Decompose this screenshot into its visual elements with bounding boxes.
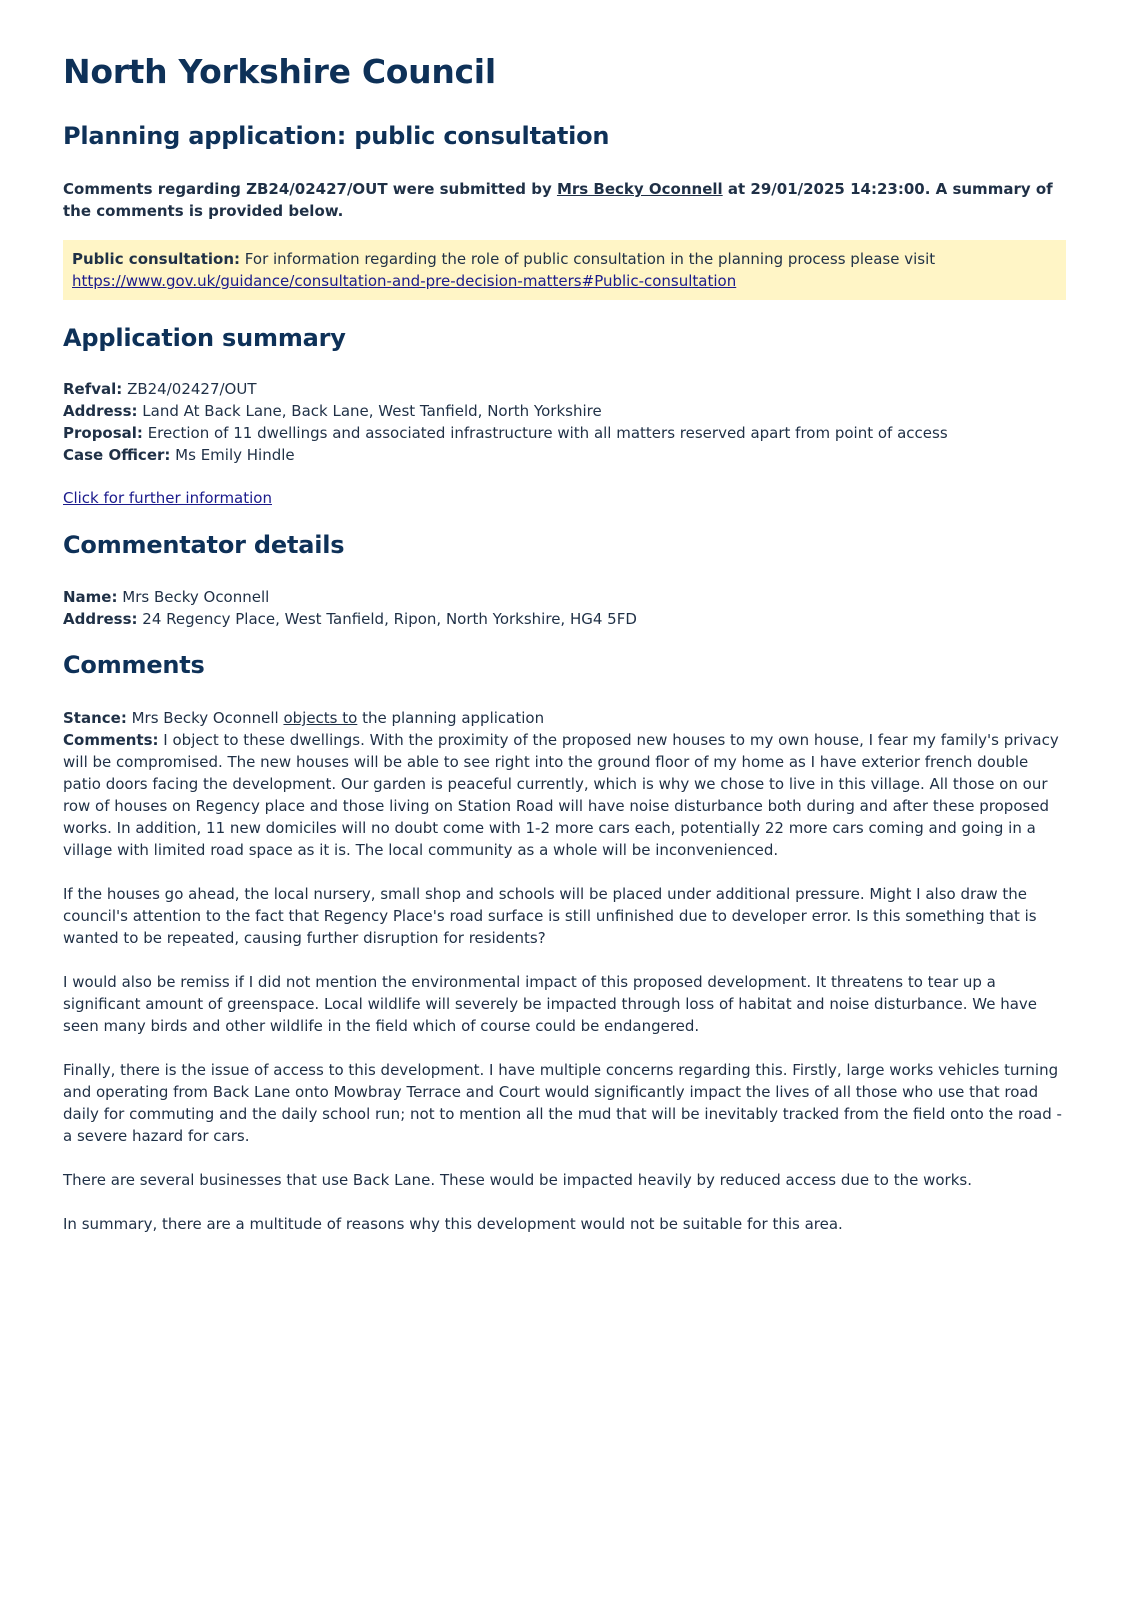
commentator-address-row	[63, 608, 1068, 630]
commentator-name-value: Mrs Becky Oconnell	[117, 588, 270, 606]
page-subtitle: Planning application: public consultation	[63, 122, 610, 150]
comment-paragraph: If the houses go ahead, the local nursery, small shop and schools will be placed under additional pressure. Might I also draw the council's attention to the fact that Regency Place's road surface is still unfinished due to developer error. Is this something that is wanted to be repeated, causing further disruption for residents?	[63, 885, 1037, 947]
case-officer-value: Ms Emily Hindle	[170, 446, 295, 464]
intro-prefix: Comments regarding ZB24/02427/OUT were submitted by	[63, 180, 557, 198]
comments-body	[63, 707, 1068, 1235]
commentator-address-label: Address:	[63, 610, 138, 628]
site-address-label: Address:	[63, 402, 138, 420]
refval-label: Refval:	[63, 380, 123, 398]
further-info-link[interactable]: Click for further information	[63, 489, 272, 507]
callout-label: Public consultation:	[72, 250, 241, 268]
comment-paragraph: There are several businesses that use Back Lane. These would be impacted heavily by reduced access due to the works.	[63, 1171, 972, 1189]
site-address-value: Land At Back Lane, Back Lane, West Tanfield, North Yorkshire	[137, 402, 602, 420]
comment-paragraph: Finally, there is the issue of access to this development. I have multiple concerns regarding this. Firstly, large works vehicles turning and operating from Back Lane onto Mowbray Terrace and Court would significantly impact the lives of all those who use that road daily for commuting and the daily school run; not to mention all the mud that will be inevitably tracked from the field onto the road - a severe hazard for cars.	[63, 1061, 1062, 1145]
comment-text: I object to these dwellings. With the proximity of the proposed new houses to my own house, I fear my family's privacy will be compromised. The new houses will be able to see right into the ground floor of my home as I have exterior french double patio doors facing the development. Our garden is peaceful currently, which is why we chose to live in this village. All those on our row of houses on Regency place and those living on Station Road will have noise disturbance both during and after these proposed works. In addition, 11 new domiciles will no doubt come with 1-2 more cars each, potentially 22 more cars coming and going in a village with limited road space as it is. The local community as a whole will be inconvenienced.	[63, 731, 1059, 859]
comment-paragraph	[63, 729, 1068, 861]
stance-suffix: the planning application	[357, 709, 545, 727]
comment-paragraph: I would also be remiss if I did not mention the environmental impact of this proposed development. It threatens to tear up a significant amount of greenspace. Local wildlife will severely be impacted through loss of habitat and noise disturbance. We have seen many birds and other wildlife in the field which of course could be endangered.	[63, 973, 1038, 1035]
commentator-name-label: Name:	[63, 588, 118, 606]
consultation-guidance-link[interactable]: https://www.gov.uk/guidance/consultation-and-pre-decision-matters#Public-consultation	[72, 272, 737, 290]
commenter-link[interactable]: Mrs Becky Oconnell	[556, 180, 723, 198]
proposal-value: Erection of 11 dwellings and associated infrastructure with all matters reserved apart from point of access	[142, 424, 948, 442]
refval-value: ZB24/02427/OUT	[122, 380, 257, 398]
commentator-address-value: 24 Regency Place, West Tanfield, Ripon, North Yorkshire, HG4 5FD	[137, 610, 637, 628]
callout-text: For information regarding the role of public consultation in the planning process please visit	[240, 250, 936, 268]
stance-label: Stance:	[63, 709, 127, 727]
proposal-label: Proposal:	[63, 424, 143, 442]
stance-prefix: Mrs Becky Oconnell	[126, 709, 284, 727]
comment-paragraph: In summary, there are a multitude of reasons why this development would not be suitable for this area.	[63, 1215, 843, 1233]
stance-link[interactable]: objects to	[283, 709, 358, 727]
intro-statement	[63, 178, 1063, 222]
commentator-heading: Commentator details	[63, 531, 345, 559]
site-address-row	[63, 400, 1068, 422]
case-officer-label: Case Officer:	[63, 446, 171, 464]
commentator-name-row	[63, 586, 1068, 608]
stance-row	[63, 707, 1068, 729]
application-summary-heading: Application summary	[63, 324, 346, 352]
org-title: North Yorkshire Council	[63, 52, 496, 91]
refval-row	[63, 378, 1068, 400]
further-info-row	[63, 487, 1068, 509]
proposal-row	[63, 422, 1068, 444]
public-consultation-callout	[63, 240, 1066, 300]
comments-heading: Comments	[63, 651, 205, 679]
application-summary-details	[63, 378, 1068, 466]
comments-label: Comments:	[63, 731, 159, 749]
intro-suffix: at 29/01/2025 14:23:00. A summary of the comments is provided below.	[63, 180, 1053, 220]
case-officer-row	[63, 444, 1068, 466]
commentator-details	[63, 586, 1068, 630]
